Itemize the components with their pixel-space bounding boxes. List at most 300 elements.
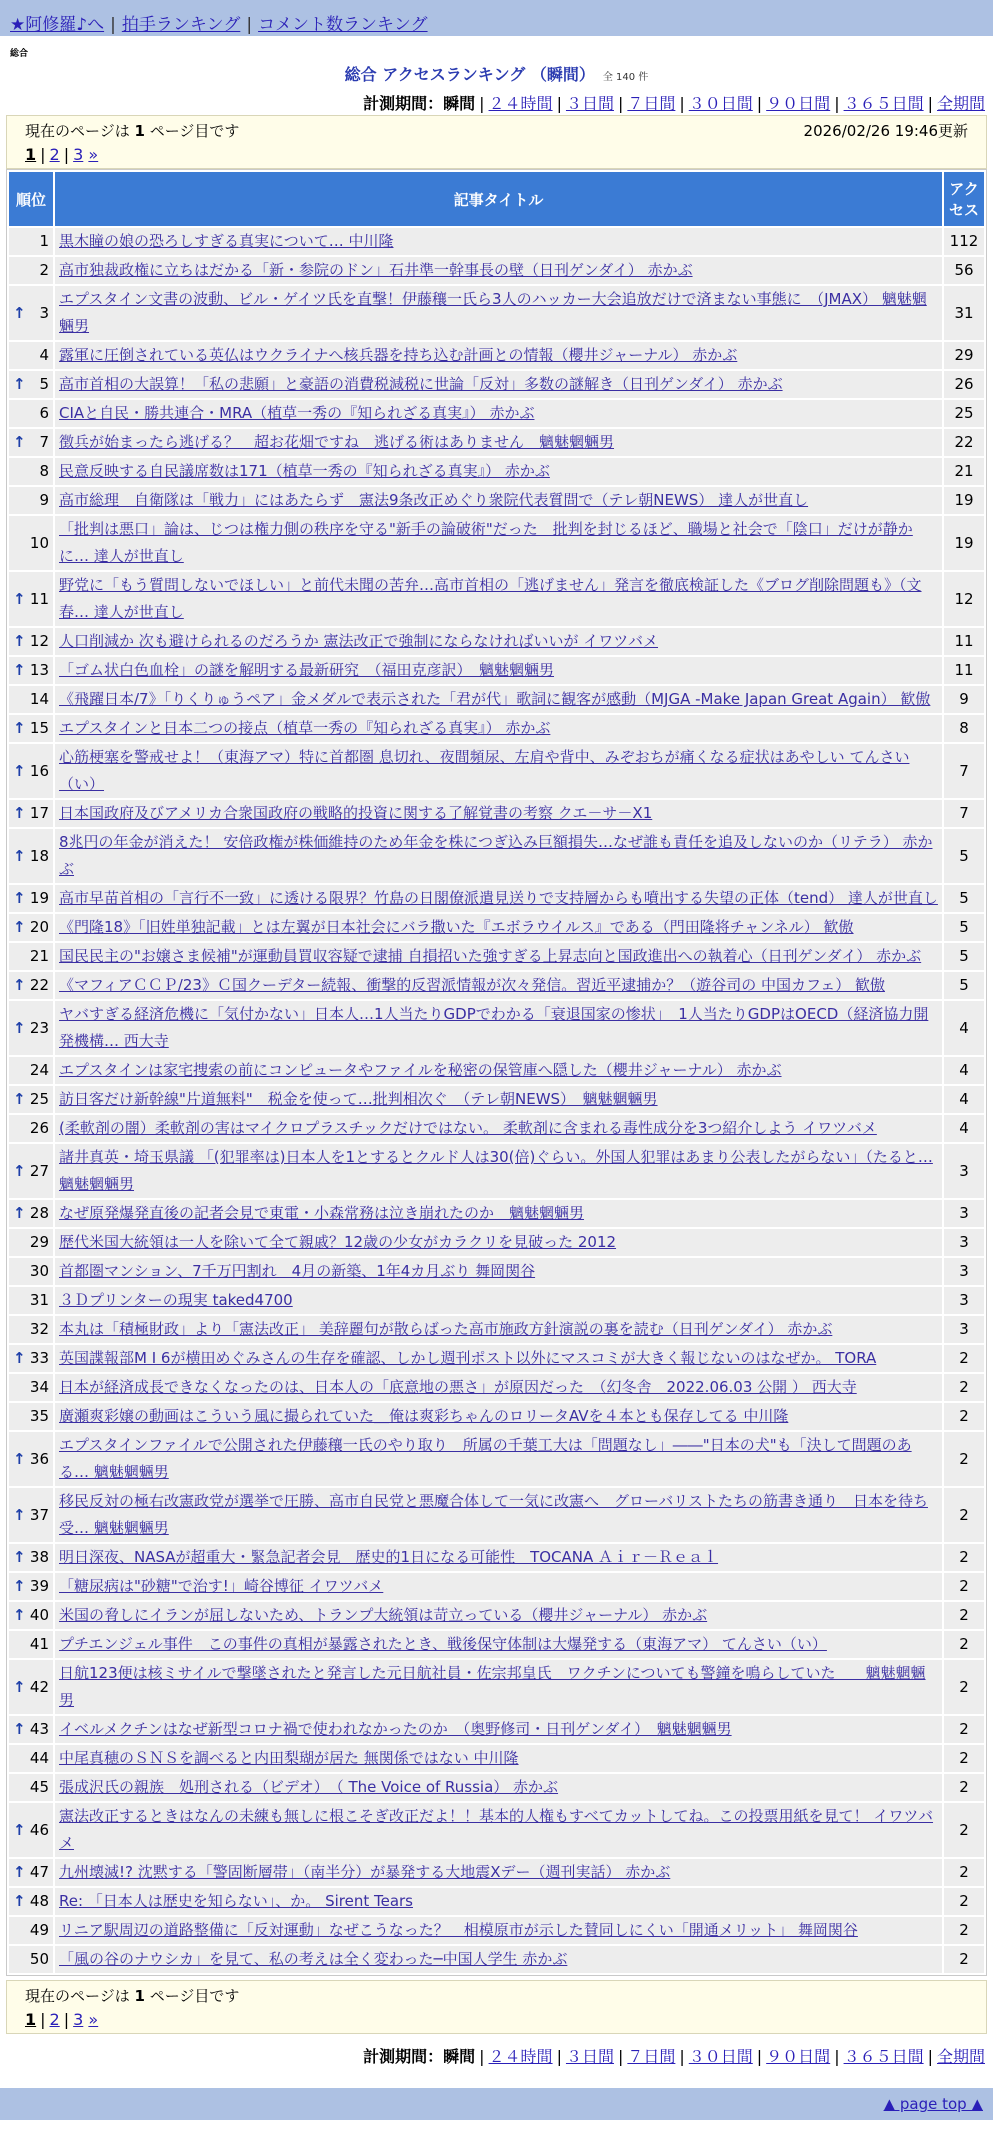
period-option-link[interactable]: 全期間 xyxy=(936,2047,985,2066)
article-title-link[interactable]: 日本が経済成長できなくなったのは、日本人の「底意地の悪さ」が原因だった （幻冬舎 2022.06.03 公開 ） 西大寺 xyxy=(59,1378,857,1396)
table-row xyxy=(9,286,984,340)
access-count: 31 xyxy=(944,286,984,340)
rank-cell xyxy=(9,1057,53,1084)
access-count: 2 xyxy=(944,1488,984,1542)
article-title-link[interactable]: 「批判は悪口」論は、じつは権力側の秩序を守る"新手の論破術"だった 批判を封じるほど、職場と社会で「陰口」だけが静かに… 達人が世直し xyxy=(59,520,913,565)
article-title-link[interactable]: イベルメクチンはなぜ新型コロナ禍で使われなかったのか （奥野修司・日刊ゲンダイ） 魑魅魍魎男 xyxy=(59,1720,732,1738)
access-count: 2 xyxy=(944,1544,984,1571)
pagination-separator: | xyxy=(63,145,70,164)
access-count: 2 xyxy=(944,1631,984,1658)
pagination-next[interactable]: » xyxy=(88,145,99,164)
period-separator: | xyxy=(756,94,763,113)
rank-number: 49 xyxy=(29,1921,49,1939)
period-separator: | xyxy=(834,94,840,113)
pagination-link[interactable]: 3 xyxy=(73,2010,84,2029)
article-title-link[interactable]: 中尾真穂のＳＮＳを調べると内田梨瑚が居た 無関係ではない 中川隆 xyxy=(59,1749,519,1767)
title-cell xyxy=(55,829,942,883)
period-label: 計測期間： xyxy=(363,94,444,113)
period-separator: | xyxy=(756,2047,763,2066)
rank-number: 45 xyxy=(29,1778,49,1796)
rank-number: 3 xyxy=(39,303,49,322)
access-count: 5 xyxy=(944,829,984,883)
rank-cell xyxy=(9,943,53,970)
table-row xyxy=(9,228,984,255)
access-count: 8 xyxy=(944,715,984,742)
article-title-link[interactable]: エプスタインと日本二つの接点（植草一秀の『知られざる真実』） 赤かぶ xyxy=(59,719,551,737)
rank-number: 41 xyxy=(29,1635,49,1653)
rank-number: 5 xyxy=(39,375,49,393)
access-count: 2 xyxy=(944,1573,984,1600)
rank-number: 1 xyxy=(39,232,49,250)
period-separator: | xyxy=(479,94,485,113)
article-title-link[interactable]: 高市独裁政権に立ちはだかる「新・参院のドン」石井準一幹事長の壁（日刊ゲンダイ） 赤かぶ xyxy=(59,261,693,279)
article-title-link[interactable]: 移民反対の極右改憲政党が選挙で圧勝、高市自民党と悪魔合体して一気に改憲へ グローバリストたちの筋書き通り 日本を待ち受… 魑魅魍魎男 xyxy=(59,1492,928,1537)
updated-time: 2026/02/26 19:46更新 xyxy=(803,122,968,140)
period-option-link[interactable]: 全期間 xyxy=(936,94,985,113)
up-arrow-icon: ↑ xyxy=(13,889,26,907)
category-label: 総合 xyxy=(10,49,29,59)
access-count: 112 xyxy=(944,228,984,255)
period-selector-bottom xyxy=(0,2044,993,2068)
article-title-link[interactable]: 張成沢氏の親族 処刑される（ビデオ） （ The Voice of Russia） 赤かぶ xyxy=(59,1778,559,1796)
article-title-link[interactable]: 訪日客だけ新幹線"片道無料" 税金を使って…批判相次ぐ （テレ朝NEWS） 魑魅魍魎男 xyxy=(59,1090,658,1108)
article-title-link[interactable]: 憲法改正するときはなんの未練も無しに根こそぎ改正だよ！！基本的人権もすべてカットしてね。この投票用紙を見て！ イワツバメ xyxy=(59,1807,934,1852)
table-row xyxy=(9,516,984,570)
table-row xyxy=(9,1859,984,1886)
period-option-link[interactable]: ２４時間 xyxy=(488,94,553,113)
article-title-link[interactable]: ３Ｄプリンターの現実 taked4700 xyxy=(59,1291,293,1309)
article-title-link[interactable]: 「風の谷のナウシカ」を見て、私の考えは全く変わった─中国人学生 赤かぶ xyxy=(59,1950,568,1968)
up-arrow-icon: ↑ xyxy=(13,761,26,780)
article-title-link[interactable]: 野党に「もう質問しないでほしい」と前代未聞の苦弁…高市首相の「逃げません」発言を徹底検証した《ブログ削除問題も》（文春… 達人が世直し xyxy=(59,576,922,621)
period-separator: | xyxy=(617,2047,624,2066)
table-row xyxy=(9,1745,984,1772)
rank-number: 24 xyxy=(29,1061,49,1079)
article-title-link[interactable]: プチエンジェル事件 この事件の真相が暴露されたとき、戦後保守体制は大爆発する（東海アマ） てんさい（い） xyxy=(59,1635,827,1653)
article-title-link[interactable]: 露軍に圧倒されている英仏はウクライナへ核兵器を持ち込む計画との情報（櫻井ジャーナル） 赤かぶ xyxy=(59,346,738,364)
period-current: 瞬間 xyxy=(443,2047,476,2066)
access-count: 2 xyxy=(944,1774,984,1801)
up-arrow-icon: ↑ xyxy=(13,918,26,936)
title-cell xyxy=(55,1345,942,1372)
rank-number: 22 xyxy=(29,976,49,994)
title-cell xyxy=(55,286,942,340)
rank-number: 20 xyxy=(29,918,49,936)
table-row xyxy=(9,1573,984,1600)
rank-number: 23 xyxy=(29,1018,49,1037)
title-cell xyxy=(55,1745,942,1772)
article-title-link[interactable]: エプスタインは家宅捜索の前にコンピュータやファイルを秘密の保管庫へ隠した（櫻井ジャーナル） 赤かぶ xyxy=(59,1061,782,1079)
up-arrow-icon: ↑ xyxy=(13,303,26,322)
period-option-link[interactable]: ３日間 xyxy=(565,2047,614,2066)
article-title-link[interactable]: 徴兵が始まったら逃げる？ 超お花畑ですね 逃げる術はありません 魑魅魍魎男 xyxy=(59,433,615,451)
title-cell xyxy=(55,371,942,398)
title-cell xyxy=(55,400,942,427)
table-row xyxy=(9,1374,984,1401)
pagination-current: 1 xyxy=(25,145,37,164)
up-arrow-icon: ↑ xyxy=(13,1349,26,1367)
article-title-link[interactable]: 民意反映する自民議席数は171（植草一秀の『知られざる真実』） 赤かぶ xyxy=(59,462,550,480)
period-option-link[interactable]: ３６５日間 xyxy=(843,94,924,113)
rank-number: 6 xyxy=(39,404,49,422)
up-arrow-icon: ↑ xyxy=(13,1204,26,1222)
rank-cell xyxy=(9,1258,53,1285)
table-row xyxy=(9,1602,984,1629)
article-title-link[interactable]: 首都圏マンション、7千万円割れ 4月の新築、1年4カ月ぶり 舞岡関谷 xyxy=(59,1262,536,1280)
footer-bar xyxy=(0,2088,993,2120)
rank-cell xyxy=(9,1287,53,1314)
article-title-link[interactable]: 廣瀬爽彩嬢の動画はこういう風に撮られていた＿俺は爽彩ちゃんのロリータAVを４本とも保存してる 中川隆 xyxy=(59,1407,789,1425)
access-count: 21 xyxy=(944,458,984,485)
rank-cell xyxy=(9,1144,53,1198)
rank-number: 33 xyxy=(29,1349,49,1367)
title-cell xyxy=(55,1917,942,1944)
article-title-link[interactable]: (柔軟剤の闇）柔軟剤の害はマイクロプラスチックだけではない。 柔軟剤に含まれる毒性成分を3つ紹介しよう イワツバメ xyxy=(59,1119,877,1137)
title-cell xyxy=(55,1774,942,1801)
title-cell xyxy=(55,800,942,827)
article-title-link[interactable]: 日航123便は核ミサイルで撃墜されたと発言した元日航社員・佐宗邦皇氏 ワクチンについても警鐘を鳴らしていた 魑魅魍魎男 xyxy=(59,1664,926,1709)
rank-cell xyxy=(9,1345,53,1372)
access-count: 2 xyxy=(944,1602,984,1629)
article-title-link[interactable]: 九州壊滅!? 沈黙する「警固断層帯」（南半分）が暴発する大地震Xデー（週刊実話） 赤かぶ xyxy=(59,1863,671,1881)
title-cell xyxy=(55,1144,942,1198)
period-separator: | xyxy=(927,94,933,113)
title-cell xyxy=(55,1432,942,1486)
period-separator: | xyxy=(479,2047,485,2066)
access-count: 2 xyxy=(944,1403,984,1430)
rank-cell xyxy=(9,914,53,941)
rank-cell xyxy=(9,715,53,742)
up-arrow-icon: ↑ xyxy=(13,1863,26,1881)
rank-number: 48 xyxy=(29,1892,49,1910)
rank-cell xyxy=(9,572,53,626)
rank-cell xyxy=(9,1716,53,1743)
rank-number: 2 xyxy=(39,261,49,279)
title-cell xyxy=(55,972,942,999)
table-row xyxy=(9,1544,984,1571)
pagination-separator: | xyxy=(40,145,46,164)
rank-cell xyxy=(9,1917,53,1944)
table-row xyxy=(9,972,984,999)
up-arrow-icon: ↑ xyxy=(13,375,26,393)
up-arrow-icon: ↑ xyxy=(13,719,26,737)
period-separator: | xyxy=(927,2047,933,2066)
pagination-link[interactable]: 2 xyxy=(49,145,60,164)
period-option-link[interactable]: ３０日間 xyxy=(688,2047,753,2066)
table-row xyxy=(9,628,984,655)
table-row xyxy=(9,943,984,970)
comment-ranking-link[interactable]: コメント数ランキング xyxy=(258,15,428,35)
top-nav-bar xyxy=(0,0,993,36)
title-cell xyxy=(55,1229,942,1256)
table-row xyxy=(9,1345,984,1372)
article-title-link[interactable]: 英国諜報部M I 6が横田めぐみさんの生存を確認、しかし週刊ポスト以外にマスコミが大きく報じないのはなぜか。 TORA xyxy=(59,1349,877,1367)
table-row xyxy=(9,1001,984,1055)
up-arrow-icon: ↑ xyxy=(13,1720,26,1738)
rank-cell xyxy=(9,1316,53,1343)
rank-cell xyxy=(9,1602,53,1629)
rank-cell xyxy=(9,1803,53,1857)
period-option-link[interactable]: ３６５日間 xyxy=(843,2047,924,2066)
title-cell xyxy=(55,1316,942,1343)
table-row xyxy=(9,1888,984,1915)
period-option-link[interactable]: ９０日間 xyxy=(766,2047,831,2066)
table-row xyxy=(9,1258,984,1285)
table-row xyxy=(9,257,984,284)
title-cell xyxy=(55,487,942,514)
access-count: 3 xyxy=(944,1287,984,1314)
title-cell xyxy=(55,516,942,570)
pagination-current: 1 xyxy=(25,2010,37,2029)
period-option-link[interactable]: ７日間 xyxy=(627,2047,676,2066)
up-arrow-icon: ↑ xyxy=(13,1606,26,1624)
access-count: 2 xyxy=(944,1946,984,1973)
period-option-link[interactable]: ９０日間 xyxy=(766,94,831,113)
article-title-link[interactable]: ヤバすぎる経済危機に「気付かない」日本人…1人当たりGDPでわかる「衰退国家の惨状」 1人当たりGDPはOECD（経済協力開発機構… 西大寺 xyxy=(59,1005,929,1050)
access-count: 2 xyxy=(944,1374,984,1401)
access-count: 9 xyxy=(944,686,984,713)
rank-number: 17 xyxy=(29,804,49,822)
rank-cell xyxy=(9,885,53,912)
table-row xyxy=(9,829,984,883)
article-title-link[interactable]: 心筋梗塞を警戒せよ！（東海アマ）特に首都圏 息切れ、夜間頻尿、左肩や背中、みぞおちが痛くなる症状はあやしい てんさい（い） xyxy=(59,748,910,793)
rank-number: 14 xyxy=(29,690,49,708)
table-row xyxy=(9,715,984,742)
rank-cell xyxy=(9,1488,53,1542)
title-cell xyxy=(55,1660,942,1714)
rank-cell xyxy=(9,1946,53,1973)
period-option-link[interactable]: ３０日間 xyxy=(688,94,753,113)
access-count: 11 xyxy=(944,657,984,684)
page-top-link[interactable]: ▲ page top ▲ xyxy=(883,2095,983,2113)
title-header: 記事タイトル xyxy=(55,172,942,226)
access-count: 2 xyxy=(944,1660,984,1714)
rank-cell xyxy=(9,400,53,427)
article-title-link[interactable]: エプスタイン文書の波動、ビル・ゲイツ氏を直撃！伊藤穰一氏ら3人のハッカー大会追放だけで済まない事態に （JMAX） 魑魅魍魎男 xyxy=(59,290,927,335)
up-arrow-icon: ↑ xyxy=(13,1548,26,1566)
article-title-link[interactable]: 《門隆18》「旧姓単独記載」とは左翼が日本社会にバラ撒いた『エボラウイルス』である（門田隆将チャンネル） 歓傲 xyxy=(59,918,854,936)
title-cell xyxy=(55,1544,942,1571)
article-title-link[interactable]: 米国の脅しにイランが屈しないため、トランプ大統領は苛立っている（櫻井ジャーナル） 赤かぶ xyxy=(59,1606,708,1624)
rank-number: 26 xyxy=(29,1119,49,1137)
home-link[interactable]: ★阿修羅♪へ xyxy=(10,15,105,35)
rank-cell xyxy=(9,1859,53,1886)
rank-cell xyxy=(9,257,53,284)
rank-number: 39 xyxy=(29,1577,49,1595)
table-row xyxy=(9,429,984,456)
table-row xyxy=(9,1917,984,1944)
rank-cell xyxy=(9,1200,53,1227)
article-title-link[interactable]: 「ゴム状白色血栓」の謎を解明する最新研究 （福田克彦訳） 魑魅魍魎男 xyxy=(59,661,555,679)
article-title-link[interactable]: 《マフィアＣＣＰ/23》Ｃ国クーデター続報、衝撃的反習派情報が次々発信。習近平逮捕か？（遊谷司の 中国カフェ） 歓傲 xyxy=(59,976,885,994)
article-title-link[interactable]: リニア駅周辺の道路整備に「反対運動」なぜこうなった？ 相模原市が示した賛同しにくい「開通メリット」 舞岡関谷 xyxy=(59,1921,858,1939)
rank-number: 40 xyxy=(29,1606,49,1624)
ranking-table xyxy=(6,169,987,1976)
rank-cell xyxy=(9,487,53,514)
access-count: 29 xyxy=(944,342,984,369)
title-cell xyxy=(55,342,942,369)
article-title-link[interactable]: エプスタインファイルで公開された伊藤穰一氏のやり取り 所属の千葉工大は「問題なし」――"日本の犬"も「決して問題のある… 魑魅魍魎男 xyxy=(59,1436,912,1481)
rank-cell xyxy=(9,686,53,713)
access-count: 3 xyxy=(944,1316,984,1343)
title-cell xyxy=(55,1631,942,1658)
title-cell xyxy=(55,1946,942,1973)
up-arrow-icon: ↑ xyxy=(13,589,26,608)
access-count: 5 xyxy=(944,914,984,941)
access-count: 4 xyxy=(944,1115,984,1142)
rank-number: 50 xyxy=(29,1950,49,1968)
rank-number: 25 xyxy=(29,1090,49,1108)
period-option-link[interactable]: ２４時間 xyxy=(488,2047,553,2066)
rank-cell xyxy=(9,1660,53,1714)
rank-number: 8 xyxy=(39,462,49,480)
rank-cell xyxy=(9,429,53,456)
rank-header: 順位 xyxy=(9,172,53,226)
rank-cell xyxy=(9,371,53,398)
pagination-link[interactable]: 2 xyxy=(49,2010,60,2029)
access-count: 19 xyxy=(944,516,984,570)
rank-cell xyxy=(9,1631,53,1658)
title-cell xyxy=(55,1573,942,1600)
title-cell xyxy=(55,1803,942,1857)
access-count: 3 xyxy=(944,1229,984,1256)
article-title-link[interactable]: 歴代米国大統領は一人を除いて全て親戚？12歳の少女がカラクリを見破った 2012 xyxy=(59,1233,617,1251)
period-separator: | xyxy=(679,94,685,113)
rank-number: 37 xyxy=(29,1505,49,1524)
table-row xyxy=(9,1403,984,1430)
period-option-link[interactable]: ３日間 xyxy=(565,94,614,113)
title-cell xyxy=(55,1403,942,1430)
title-cell xyxy=(55,628,942,655)
period-separator: | xyxy=(679,2047,685,2066)
article-title-link[interactable]: 高市早苗首相の「言行不一致」に透ける限界？竹島の日閣僚派遣見送りで支持層からも噴出する失望の正体（tend） 達人が世直し xyxy=(59,889,938,907)
rank-number: 13 xyxy=(29,661,49,679)
access-count: 3 xyxy=(944,1258,984,1285)
period-separator: | xyxy=(556,2047,562,2066)
title-cell xyxy=(55,572,942,626)
title-cell xyxy=(55,885,942,912)
article-title-link[interactable]: 《飛躍日本/7》「りくりゅうペア」金メダルで表示された「君が代」歌詞に観客が感動（MJGA -Make Japan Great Again） 歓傲 xyxy=(59,690,931,708)
title-cell xyxy=(55,914,942,941)
up-arrow-icon: ↑ xyxy=(13,1677,26,1696)
article-title-link[interactable]: 人口削減か 次も避けられるのだろうか 憲法改正で強制にならなければいいが イワツバメ xyxy=(59,632,659,650)
table-row xyxy=(9,1488,984,1542)
access-count: 26 xyxy=(944,371,984,398)
rank-number: 34 xyxy=(29,1378,49,1396)
access-count: 5 xyxy=(944,972,984,999)
article-title-link[interactable]: 黒木瞳の娘の恐ろしすぎる真実について… 中川隆 xyxy=(59,232,394,250)
period-option-link[interactable]: ７日間 xyxy=(627,94,676,113)
table-row xyxy=(9,371,984,398)
title-cell xyxy=(55,1200,942,1227)
article-title-link[interactable]: 諸井真英・埼玉県議 「(犯罪率は)日本人を1とするとクルド人は30(倍)ぐらい。外国人犯罪はあまり公表したがらない」（たると… 魑魅魍魎男 xyxy=(59,1148,933,1193)
title-cell xyxy=(55,1859,942,1886)
access-count: 2 xyxy=(944,1716,984,1743)
title-cell xyxy=(55,429,942,456)
rank-number: 42 xyxy=(29,1677,49,1696)
title-cell xyxy=(55,1115,942,1142)
rank-cell xyxy=(9,342,53,369)
pagination-top xyxy=(25,145,968,164)
article-title-link[interactable]: 日本国政府及びアメリカ合衆国政府の戦略的投資に関する了解覚書の考察 クエ－サ－X1 xyxy=(59,804,653,822)
rank-number: 29 xyxy=(29,1233,49,1251)
up-arrow-icon: ↑ xyxy=(13,1820,26,1839)
access-count: 2 xyxy=(944,1888,984,1915)
up-arrow-icon: ↑ xyxy=(13,1892,26,1910)
pagination-separator: | xyxy=(40,2010,46,2029)
rank-number: 28 xyxy=(29,1204,49,1222)
article-title-link[interactable]: 明日深夜、NASAが超重大・緊急記者会見 歴史的1日になる可能性 TOCANA Ａｉｒ－Ｒｅａｌ xyxy=(59,1548,719,1566)
rank-cell xyxy=(9,1001,53,1055)
access-count: 2 xyxy=(944,1859,984,1886)
rank-cell xyxy=(9,1086,53,1113)
title-cell xyxy=(55,1287,942,1314)
table-row xyxy=(9,1432,984,1486)
article-title-link[interactable]: 高市首相の大誤算！「私の悲願」と豪語の消費税減税に世論「反対」多数の謎解き（日刊ゲンダイ） 赤かぶ xyxy=(59,375,783,393)
current-page-text: 現在のページは 1 ページ目です xyxy=(25,122,240,140)
applause-ranking-link[interactable]: 拍手ランキング xyxy=(121,15,241,35)
table-row xyxy=(9,1774,984,1801)
access-count: 25 xyxy=(944,400,984,427)
article-title-link[interactable]: 国民民主の"お嬢さま候補"が運動員買収容疑で逮捕 自損招いた強すぎる上昇志向と国政進出への執着心（日刊ゲンダイ） 赤かぶ xyxy=(59,947,922,965)
rank-cell xyxy=(9,1573,53,1600)
page-title-text: 総合 アクセスランキング （瞬間） xyxy=(344,65,595,84)
rank-number: 38 xyxy=(29,1548,49,1566)
access-count: 2 xyxy=(944,1345,984,1372)
rank-number: 32 xyxy=(29,1320,49,1338)
page-title xyxy=(0,62,993,85)
article-title-link[interactable]: なぜ原発爆発直後の記者会見で東電・小森常務は泣き崩れたのか 魑魅魍魎男 xyxy=(59,1204,585,1222)
up-arrow-icon: ↑ xyxy=(13,661,26,679)
table-row xyxy=(9,1631,984,1658)
up-arrow-icon: ↑ xyxy=(13,1449,26,1468)
period-separator: | xyxy=(834,2047,840,2066)
up-arrow-icon: ↑ xyxy=(13,1577,26,1595)
pagination-bottom xyxy=(25,2010,968,2029)
table-row xyxy=(9,686,984,713)
title-cell xyxy=(55,1001,942,1055)
nav-separator: | xyxy=(246,15,253,35)
rank-number: 21 xyxy=(29,947,49,965)
rank-cell xyxy=(9,628,53,655)
current-page-text: 現在のページは 1 ページ目です xyxy=(25,1987,240,2005)
rank-number: 10 xyxy=(29,533,49,552)
article-title-link[interactable]: 「糖尿病は"砂糖"で治す!」崎谷博征 イワツバメ xyxy=(59,1577,384,1595)
article-title-link[interactable]: Re: 「日本人は歴史を知らない」、か。 Sirent Tears xyxy=(59,1892,413,1910)
article-title-link[interactable]: CIAと自民・勝共連合・MRA（植草一秀の『知られざる真実』） 赤かぶ xyxy=(59,404,535,422)
table-row xyxy=(9,657,984,684)
table-row xyxy=(9,1115,984,1142)
page-info-box-top xyxy=(6,115,987,169)
article-title-link[interactable]: 本丸は「積極財政」より「憲法改正」 美辞麗句が散らばった高市施政方針演説の裏を読む（日刊ゲンダイ） 赤かぶ xyxy=(59,1320,833,1338)
access-count: 3 xyxy=(944,1200,984,1227)
access-count: 56 xyxy=(944,257,984,284)
rank-number: 27 xyxy=(29,1161,49,1180)
article-title-link[interactable]: 8兆円の年金が消えた！ 安倍政権が株価維持のため年金を株につぎ込み巨額損失…なぜ誰も責任を追及しないのか（リテラ） 赤かぶ xyxy=(59,833,933,878)
rank-cell xyxy=(9,1888,53,1915)
rank-number: 44 xyxy=(29,1749,49,1767)
rank-cell xyxy=(9,1115,53,1142)
rank-cell xyxy=(9,1745,53,1772)
rank-cell xyxy=(9,1403,53,1430)
rank-cell xyxy=(9,1432,53,1486)
title-cell xyxy=(55,744,942,798)
article-title-link[interactable]: 高市総理 自衛隊は「戦力」にはあたらず 憲法9条改正めぐり衆院代表質問で（テレ朝NEWS） 達人が世直し xyxy=(59,491,809,509)
pagination-next[interactable]: » xyxy=(88,2010,99,2029)
pagination-link[interactable]: 3 xyxy=(73,145,84,164)
table-row xyxy=(9,1144,984,1198)
rank-cell xyxy=(9,228,53,255)
